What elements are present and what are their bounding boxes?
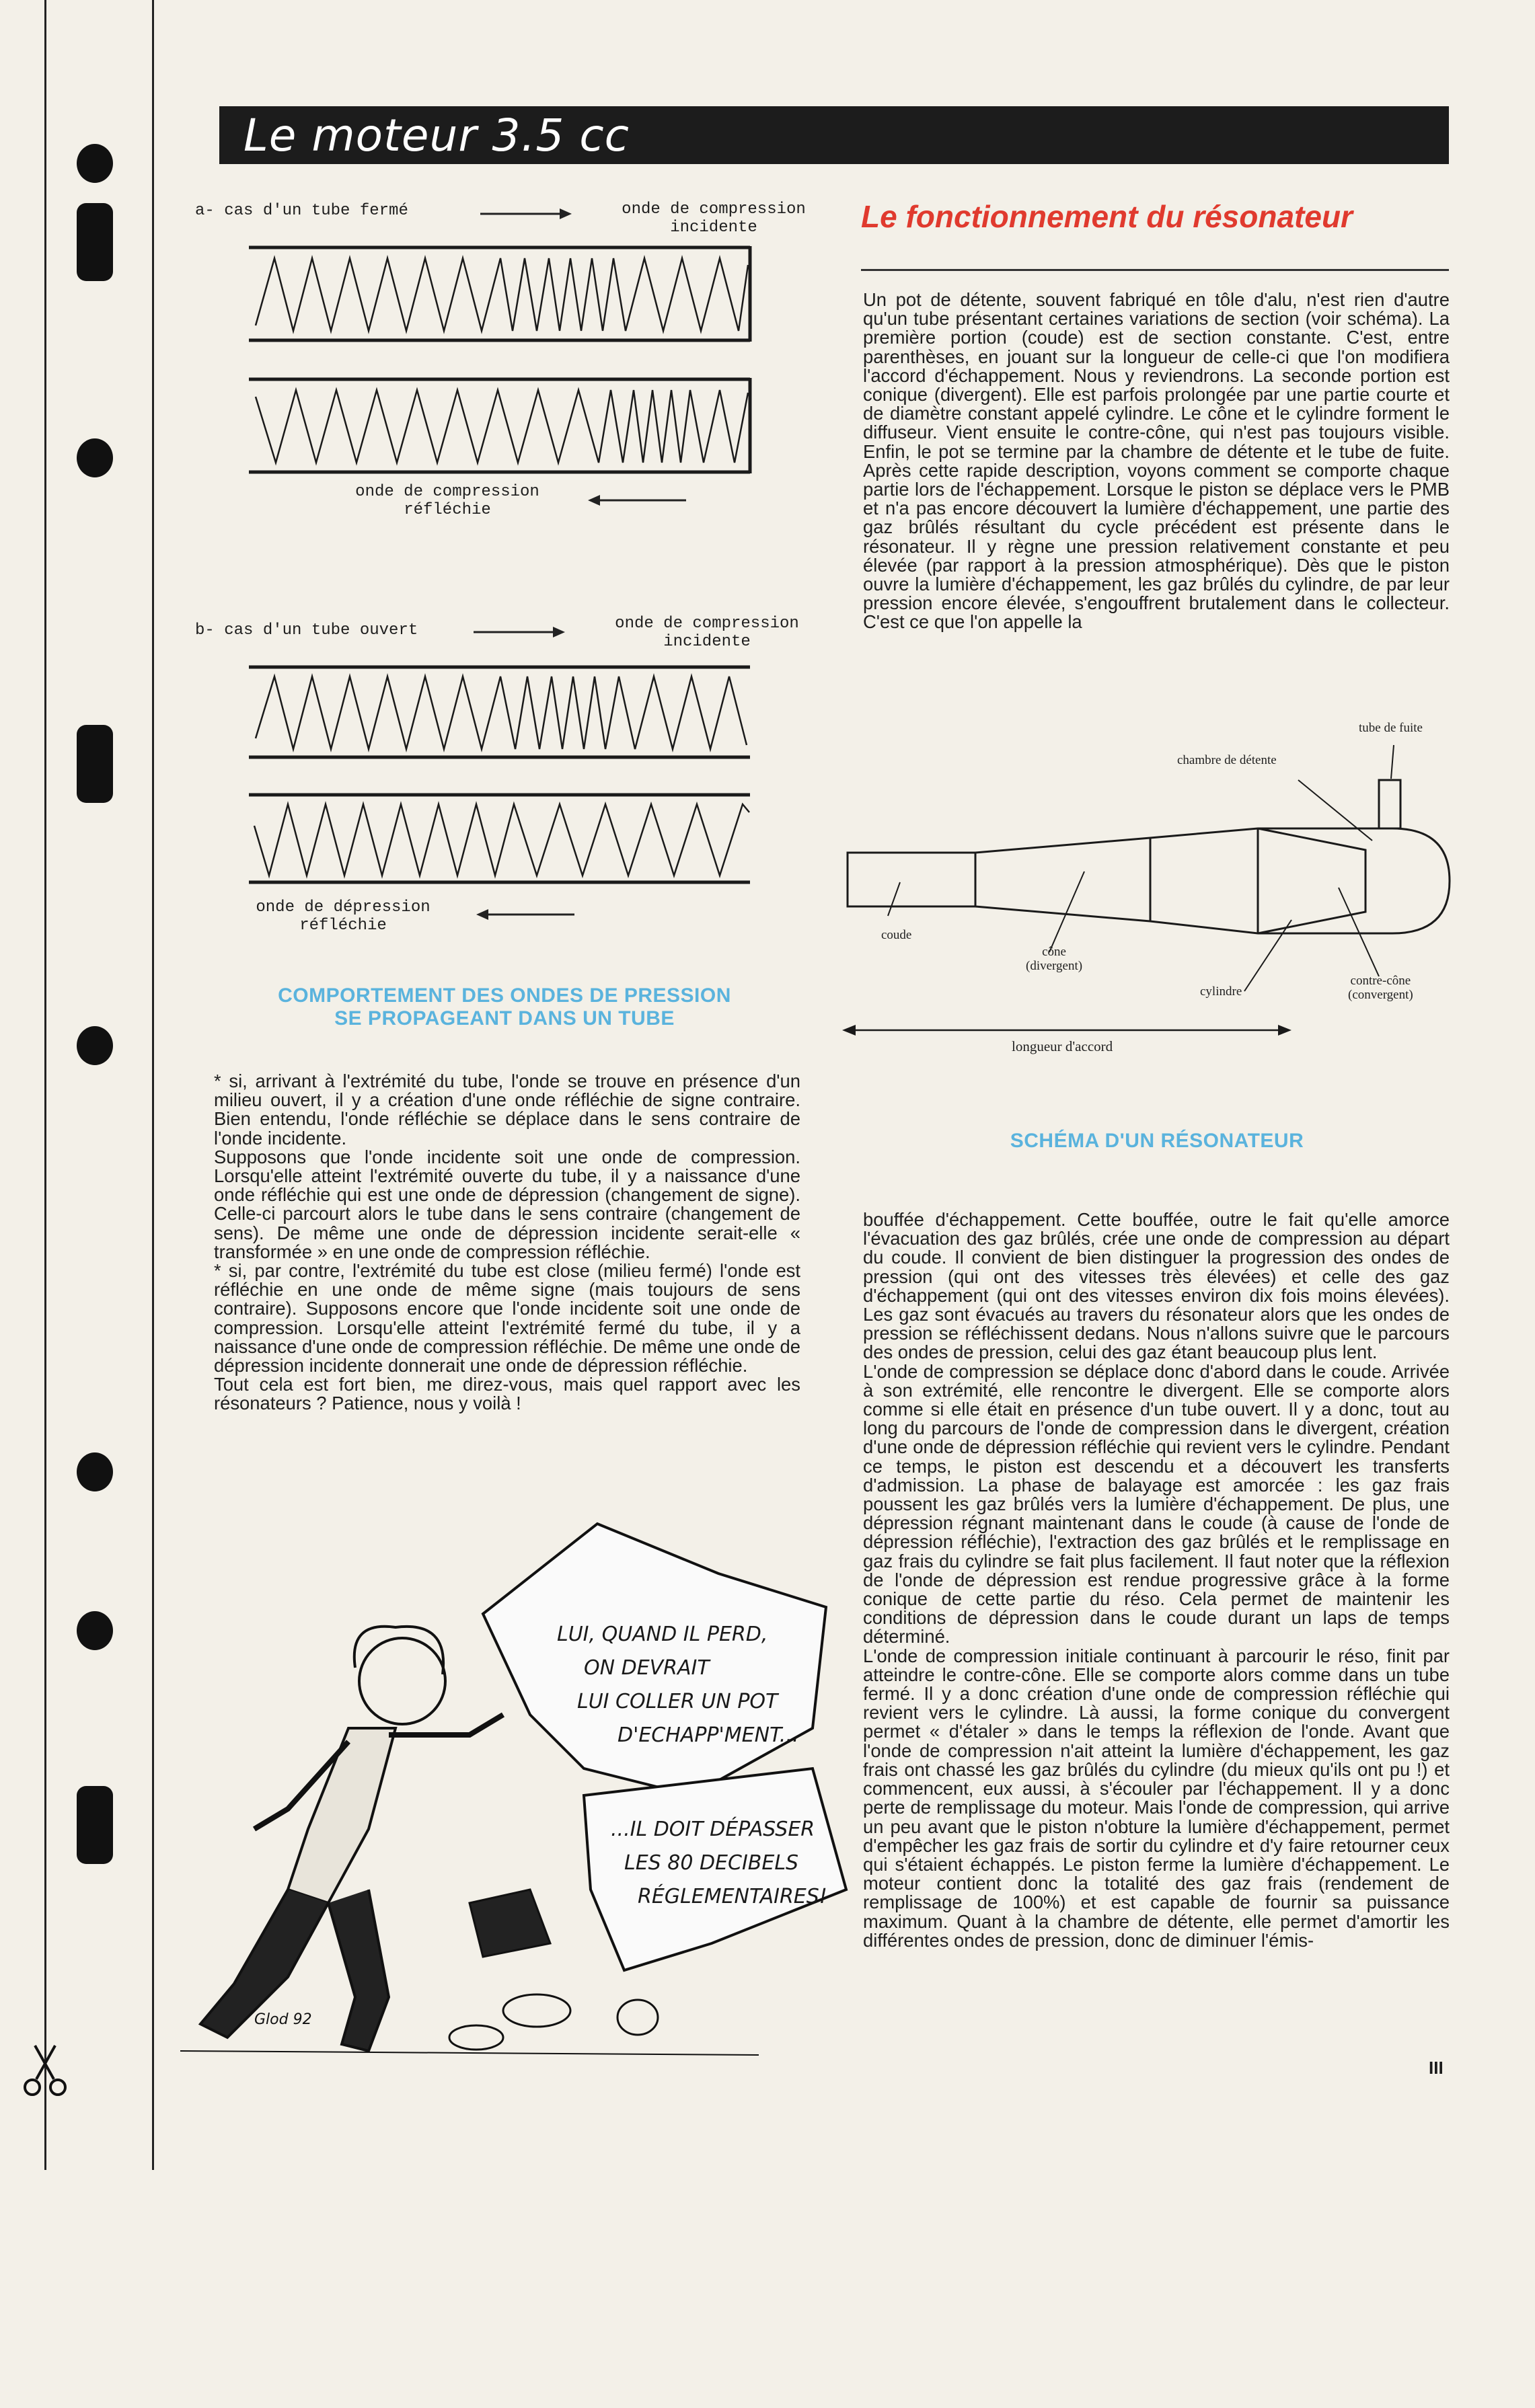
cartoon-signature: Glod 92 xyxy=(254,2011,312,2028)
label-line: onde de compression xyxy=(615,615,799,633)
binder-rule-left xyxy=(44,0,46,2170)
arrow-right-icon xyxy=(479,206,573,222)
label-line: incidente xyxy=(670,219,757,237)
label-chambre: chambre de détente xyxy=(1177,753,1277,767)
label-a-incident xyxy=(603,200,825,237)
label-line: contre-cône xyxy=(1350,974,1411,988)
figure-caption-resonator: SCHÉMA D'UN RÉSONATEUR xyxy=(1010,1130,1304,1152)
binder-hole xyxy=(77,438,113,477)
bubble-1-line: LUI COLLER UN POT xyxy=(577,1690,778,1713)
bubble-1-line: LUI, QUAND IL PERD, xyxy=(557,1623,768,1646)
label-a: a- cas d'un tube fermé xyxy=(195,202,408,220)
paragraph: L'onde de compression se déplace donc d'abord dans le coude. Arrivée à son extrémité, elle rencontre le divergent. Elle se comporte alors comme si elle était en présence d'un tube ouvert. Il y a donc, tout au long du parcours de l'onde de compression dans le divergent, création d'une onde de dépression réfléchie qui revient vers le cylindre. Pendant ce temps, le piston est descendu et a découvert les transferts d'admission. La phase de balayage est amorcée : les gaz frais poussent les gaz brûlés vers la lumière d'échappement. De plus, une dépression régnant maintenant dans le coude (à cause de l'onde de dépression réfléchie), l'extraction des gaz brûlés et le remplissage en gaz frais du cylindre se fait plus facilement. Il faut noter que la réflexion de l'onde de dépression est rendue progressive grâce à la forme conique de cette partie du réso. Cela permet de maintenir les conditions de dépression dans le coude durant un laps de temps déterminé. xyxy=(863,1360,1450,1647)
article-left-column xyxy=(214,1072,800,1413)
section-title: Le fonctionnement du résonateur xyxy=(861,199,1353,234)
label-line: cône xyxy=(1042,945,1066,959)
binder-hole xyxy=(77,144,113,183)
tube-closed-incident xyxy=(249,245,760,346)
caption-line: COMPORTEMENT DES ONDES DE PRESSION xyxy=(278,984,731,1007)
arrow-left-icon xyxy=(587,492,687,508)
label-line: incidente xyxy=(663,633,751,651)
article-right-bottom xyxy=(863,1210,1450,1950)
label-line: réfléchie xyxy=(299,917,387,935)
tube-open-reflected xyxy=(249,792,760,893)
label-b-incident xyxy=(596,615,818,651)
label-tube-de-fuite: tube de fuite xyxy=(1359,721,1423,735)
paragraph: Tout cela est fort bien, me direz-vous, mais quel rapport avec les résonateurs ? Patience, nous y voilà ! xyxy=(214,1374,800,1414)
label-cylindre: cylindre xyxy=(1200,984,1242,999)
bubble-2-line: RÉGLEMENTAIRES! xyxy=(638,1885,827,1908)
scissors-icon xyxy=(20,2044,70,2098)
paragraph: * si, arrivant à l'extrémité du tube, l'onde se trouve en présence d'un milieu ouvert, il y a création d'une onde réfléchie de signe contraire. Bien entendu, l'onde réfléchie se déplace dans le sens contraire de l'onde incidente. xyxy=(214,1071,800,1149)
bubble-2-line: LES 80 DECIBELS xyxy=(624,1851,799,1875)
label-coude: coude xyxy=(881,928,912,942)
label-a-reflected xyxy=(336,483,558,519)
binder-slot xyxy=(77,1786,113,1864)
label-contre-cone xyxy=(1348,974,1413,1002)
arrow-left-icon xyxy=(475,906,576,923)
section-rule xyxy=(861,269,1449,271)
label-line: onde de dépression xyxy=(256,898,430,917)
paragraph: L'onde de compression initiale continuant à parcourir le réso, finit par atteindre le contre-cône. Elle se comporte alors comme dans un tube fermé. Il y a donc création d'une onde de compression réfléchie qui revient vers le cylindre. Là aussi, la forme conique du convergent permet « d'étaler » dans le temps la réflexion de l'onde. Avant que l'onde de compression n'ait atteint la lumière d'échappement, les gaz frais ont chassé les gaz brûlés du cylindre (du mieux qu'ils ont pu !) et commencent, eux aussi, à s'écouler par l'échappement. Il y a donc perte de remplissage du moteur. Mais l'onde de compression, qui arrive un peu avant que le piston n'obture la lumière d'échappement, permet d'empêcher les gaz frais de sortir du cylindre et d'y faire retourner ceux qui s'étaient échappés. Le piston ferme la lumière d'échappement. Le moteur contient donc la totalité des gaz frais (rendement de remplissage de 100%) et est capable de fournir sa puissance maximum. Quant à la chambre de détente, elle permet d'amortir les différentes ondes de pression, donc de diminuer l'émis- xyxy=(863,1645,1450,1951)
page-number: III xyxy=(1429,2058,1444,2078)
binder-slot xyxy=(77,725,113,803)
binder-hole xyxy=(77,1026,113,1065)
tube-open-incident xyxy=(249,664,760,765)
bubble-2-line: ...IL DOIT DÉPASSER xyxy=(611,1818,815,1841)
binder-hole xyxy=(77,1611,113,1650)
label-b-reflected xyxy=(235,898,451,935)
label-line: réfléchie xyxy=(404,501,491,519)
tube-closed-reflected xyxy=(249,377,760,477)
bubble-1-line: ON DEVRAIT xyxy=(584,1656,710,1680)
label-line: (divergent) xyxy=(1026,959,1083,973)
cartoon-illustration xyxy=(153,1513,856,2071)
label-cone xyxy=(1026,945,1082,973)
page-title: Le moteur 3.5 cc xyxy=(244,110,630,161)
label-line: (convergent) xyxy=(1348,988,1413,1002)
label-line: onde de compression xyxy=(622,200,806,219)
label-line: onde de compression xyxy=(355,483,539,501)
binder-slot xyxy=(77,203,113,281)
paragraph: Supposons que l'onde incidente soit une onde de compression. Lorsqu'elle atteint l'extrémité ouverte du tube, il y a naissance d'une onde réfléchie qui est une onde de dépression (changement de signe). Celle-ci parcourt alors le tube dans le sens contraire (changement de sens). De même une onde de dépression incidente serait-elle « transformée » en une onde de compression réfléchie. xyxy=(214,1146,800,1262)
figure-caption-tubes xyxy=(202,984,807,1030)
article-right-top: Un pot de détente, souvent fabriqué en tôle d'alu, n'est rien d'autre qu'un tube présentant certaines variations de section (voir schéma). La première portion (coude) est de section constante. C'est, entre parenthèses, en jouant sur la longueur de celle-ci que l'on modifiera l'accord d'échappement. Nous y reviendrons. La seconde portion est conique (divergent). Elle est parfois prolongée par une partie courte et de diamètre constant appelé cylindre. Le cône et le cylindre forment le diffuseur. Vient ensuite le contre-cône, qui n'est pas toujours visible. Enfin, le pot se termine par la chambre de détente et le tube de fuite. Après cette rapide description, voyons comment se comporte chaque partie lors de l'échappement. Lorsque le piston se déplace vers le PMB et n'a pas encore découvert la lumière d'échappement, une partie des gaz brûlés résultant du cycle précédent est présente dans le résonateur. Il y règne une pression relativement constante et peu élevée (par rapport à la pression atmosphérique). Dès que le piston ouvre la lumière d'échappement, les gaz brûlés du cylindre, de par leur pression encore élevée, s'engouffrent brutalement dans le collecteur. C'est ce que l'on appelle la xyxy=(863,289,1450,633)
label-b: b- cas d'un tube ouvert xyxy=(195,621,418,639)
arrow-right-icon xyxy=(472,624,566,640)
paragraph: bouffée d'échappement. Cette bouffée, outre le fait qu'elle amorce l'évacuation des gaz brûlés, crée une onde de compression au départ du coude. Il convient de bien distinguer la progression des ondes de pression (qui ont des vitesses très élevées) et celle des gaz d'échappement (qui ont des vitesses environ dix fois moins élevées). Les gaz sont évacués au travers du résonateur alors que les ondes de pression se réfléchissent dedans. Nous n'allons suivre que le parcours des ondes de pression, celui des gaz étant beaucoup plus lent. xyxy=(863,1209,1450,1363)
resonator-diagram xyxy=(841,706,1460,1056)
binder-hole xyxy=(77,1452,113,1491)
caption-line: SE PROPAGEANT DANS UN TUBE xyxy=(334,1007,675,1030)
bubble-1-line: D'ECHAPP'MENT... xyxy=(617,1723,799,1747)
paragraph: * si, par contre, l'extrémité du tube est close (milieu fermé) l'onde est réfléchie en une onde de même signe (mais toujours de sens contraire). Supposons encore que l'onde incidente soit une onde de compression. Lorsqu'elle atteint l'extrémité fermé du tube, il y a naissance d'une onde de compression réfléchie. De même une onde de dépression incidente donnerait une onde de dépression réfléchie. xyxy=(214,1260,800,1376)
label-longueur: longueur d'accord xyxy=(1012,1038,1113,1054)
